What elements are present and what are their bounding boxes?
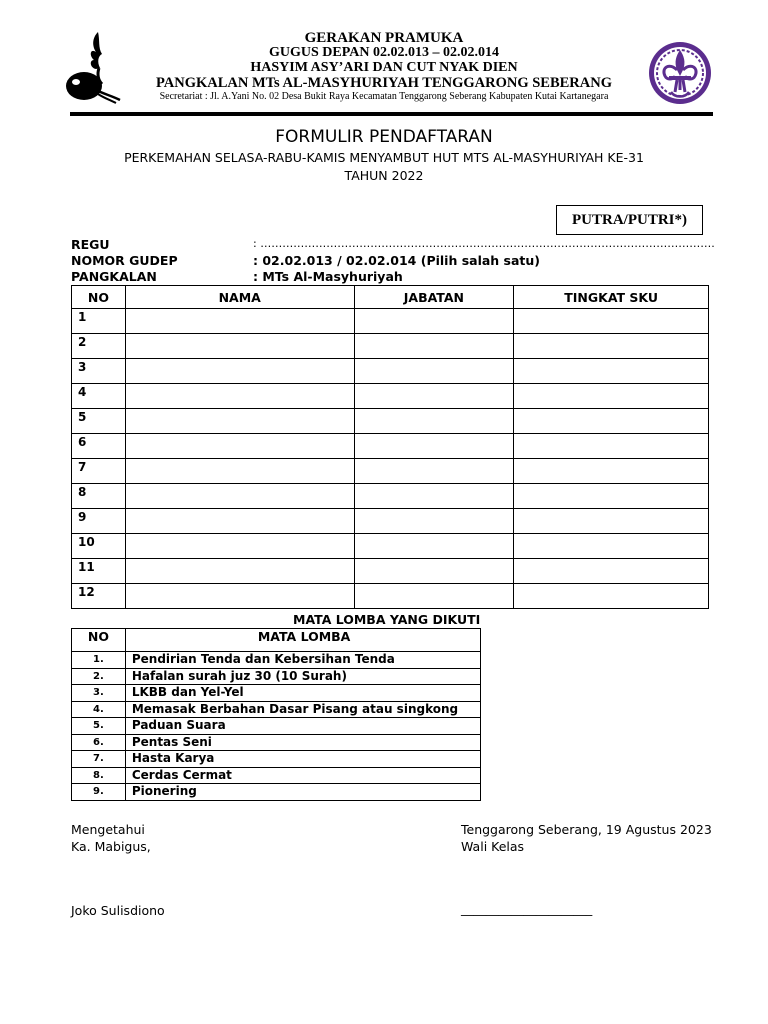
lomba-number: 3.	[72, 685, 126, 702]
table-row	[72, 359, 709, 384]
lomba-name: Hafalan surah juz 30 (10 Surah)	[125, 668, 480, 685]
lomba-number: 5.	[72, 718, 126, 735]
nama-cell[interactable]	[125, 359, 354, 384]
gudep-field: : 02.02.013 / 02.02.014 (Pilih salah satu)	[253, 253, 541, 268]
row-number: 7	[72, 459, 126, 484]
nama-cell[interactable]	[125, 384, 354, 409]
col-no: NO	[72, 286, 126, 309]
secretariat-address: Secretariat : Jl. A.Yani No. 02 Desa Bukit Raya Kecamatan Tenggarong Seberang Kabupaten Kutai Kartanegara	[159, 91, 609, 102]
table-row	[72, 559, 709, 584]
lomba-table	[71, 628, 481, 801]
col-mata-lomba: MATA LOMBA	[125, 629, 480, 652]
tingkat-sku-cell[interactable]	[514, 309, 709, 334]
row-number: 3	[72, 359, 126, 384]
row-number: 2	[72, 334, 126, 359]
lomba-name: LKBB dan Yel-Yel	[125, 685, 480, 702]
lomba-number: 7.	[72, 751, 126, 768]
lomba-table-header	[72, 629, 481, 652]
nama-cell[interactable]	[125, 509, 354, 534]
tingkat-sku-cell[interactable]	[514, 584, 709, 609]
table-row	[72, 434, 709, 459]
row-number: 1	[72, 309, 126, 334]
mengetahui-label: Mengetahui	[71, 822, 145, 837]
gudep-name: HASYIM ASY’ARI DAN CUT NYAK DIEN	[250, 60, 518, 75]
table-row	[72, 584, 709, 609]
jabatan-cell[interactable]	[354, 459, 514, 484]
jabatan-cell[interactable]	[354, 534, 514, 559]
tingkat-sku-cell[interactable]	[514, 359, 709, 384]
table-row	[72, 309, 709, 334]
mabigus-label: Ka. Mabigus,	[71, 839, 151, 854]
jabatan-cell[interactable]	[354, 509, 514, 534]
lomba-name: Pionering	[125, 784, 480, 801]
row-number: 4	[72, 384, 126, 409]
table-row	[72, 534, 709, 559]
mabigus-name: Joko Sulisdiono	[71, 903, 165, 918]
nama-cell[interactable]	[125, 334, 354, 359]
pangkalan-name: PANGKALAN MTs AL-MASYHURIYAH TENGGARONG SEBERANG	[155, 75, 612, 91]
list-item	[72, 652, 481, 669]
tingkat-sku-cell[interactable]	[514, 534, 709, 559]
table-row	[72, 409, 709, 434]
place-date: Tenggarong Seberang, 19 Agustus 2023	[461, 822, 712, 837]
col-tingkat-sku: TINGKAT SKU	[514, 286, 709, 309]
regu-field[interactable]: : …………………………………………………………………………………………………………….	[253, 237, 715, 250]
col-jabatan: JABATAN	[354, 286, 514, 309]
table-row	[72, 384, 709, 409]
pangkalan-field: : MTs Al-Masyhuriyah	[253, 269, 403, 284]
tingkat-sku-cell[interactable]	[514, 509, 709, 534]
nama-cell[interactable]	[125, 534, 354, 559]
lomba-name: Pentas Seni	[125, 734, 480, 751]
lomba-number: 9.	[72, 784, 126, 801]
lomba-name: Memasak Berbahan Dasar Pisang atau singkong	[125, 701, 480, 718]
list-item	[72, 701, 481, 718]
tingkat-sku-cell[interactable]	[514, 484, 709, 509]
lomba-title: MATA LOMBA YANG DIKUTI	[293, 612, 481, 627]
jabatan-cell[interactable]	[354, 434, 514, 459]
wali-kelas-signature-line[interactable]: _____________________	[461, 901, 593, 916]
nama-cell[interactable]	[125, 484, 354, 509]
row-number: 12	[72, 584, 126, 609]
jabatan-cell[interactable]	[354, 584, 514, 609]
member-table-header	[72, 286, 709, 309]
regu-label: REGU	[71, 237, 110, 252]
row-number: 11	[72, 559, 126, 584]
tingkat-sku-cell[interactable]	[514, 384, 709, 409]
list-item	[72, 718, 481, 735]
list-item	[72, 685, 481, 702]
lomba-number: 2.	[72, 668, 126, 685]
table-row	[72, 484, 709, 509]
member-table	[71, 285, 709, 609]
lomba-name: Hasta Karya	[125, 751, 480, 768]
nama-cell[interactable]	[125, 584, 354, 609]
header-divider	[70, 112, 713, 116]
event-year: TAHUN 2022	[344, 168, 424, 183]
table-row	[72, 459, 709, 484]
jabatan-cell[interactable]	[354, 334, 514, 359]
jabatan-cell[interactable]	[354, 409, 514, 434]
jabatan-cell[interactable]	[354, 559, 514, 584]
nama-cell[interactable]	[125, 434, 354, 459]
col-lomba-no: NO	[72, 629, 126, 652]
row-number: 9	[72, 509, 126, 534]
jabatan-cell[interactable]	[354, 484, 514, 509]
table-row	[72, 334, 709, 359]
tingkat-sku-cell[interactable]	[514, 559, 709, 584]
org-title: GERAKAN PRAMUKA	[304, 30, 464, 46]
event-subtitle: PERKEMAHAN SELASA-RABU-KAMIS MENYAMBUT HUT MTS AL-MASYHURIYAH KE-31	[124, 150, 644, 165]
nama-cell[interactable]	[125, 459, 354, 484]
tingkat-sku-cell[interactable]	[514, 459, 709, 484]
nama-cell[interactable]	[125, 309, 354, 334]
list-item	[72, 767, 481, 784]
col-nama: NAMA	[125, 286, 354, 309]
gudep-number: GUGUS DEPAN 02.02.013 – 02.02.014	[269, 45, 499, 60]
lomba-number: 1.	[72, 652, 126, 669]
jabatan-cell[interactable]	[354, 309, 514, 334]
lomba-number: 4.	[72, 701, 126, 718]
tingkat-sku-cell[interactable]	[514, 334, 709, 359]
list-item	[72, 668, 481, 685]
form-title: FORMULIR PENDAFTARAN	[275, 127, 493, 147]
row-number: 6	[72, 434, 126, 459]
tingkat-sku-cell[interactable]	[514, 434, 709, 459]
tingkat-sku-cell[interactable]	[514, 409, 709, 434]
wali-kelas-label: Wali Kelas	[461, 839, 525, 854]
lomba-name: Cerdas Cermat	[125, 767, 480, 784]
jabatan-cell[interactable]	[354, 359, 514, 384]
row-number: 5	[72, 409, 126, 434]
row-number: 8	[72, 484, 126, 509]
row-number: 10	[72, 534, 126, 559]
jabatan-cell[interactable]	[354, 384, 514, 409]
table-row	[72, 509, 709, 534]
lomba-number: 6.	[72, 734, 126, 751]
gudep-label: NOMOR GUDEP	[71, 253, 178, 268]
lomba-name: Paduan Suara	[125, 718, 480, 735]
nama-cell[interactable]	[125, 409, 354, 434]
list-item	[72, 734, 481, 751]
pangkalan-label: PANGKALAN	[71, 269, 157, 284]
lomba-name: Pendirian Tenda dan Kebersihan Tenda	[125, 652, 480, 669]
putra-putri-box: PUTRA/PUTRI*)	[556, 205, 703, 235]
nama-cell[interactable]	[125, 559, 354, 584]
lomba-number: 8.	[72, 767, 126, 784]
list-item	[72, 784, 481, 801]
list-item	[72, 751, 481, 768]
